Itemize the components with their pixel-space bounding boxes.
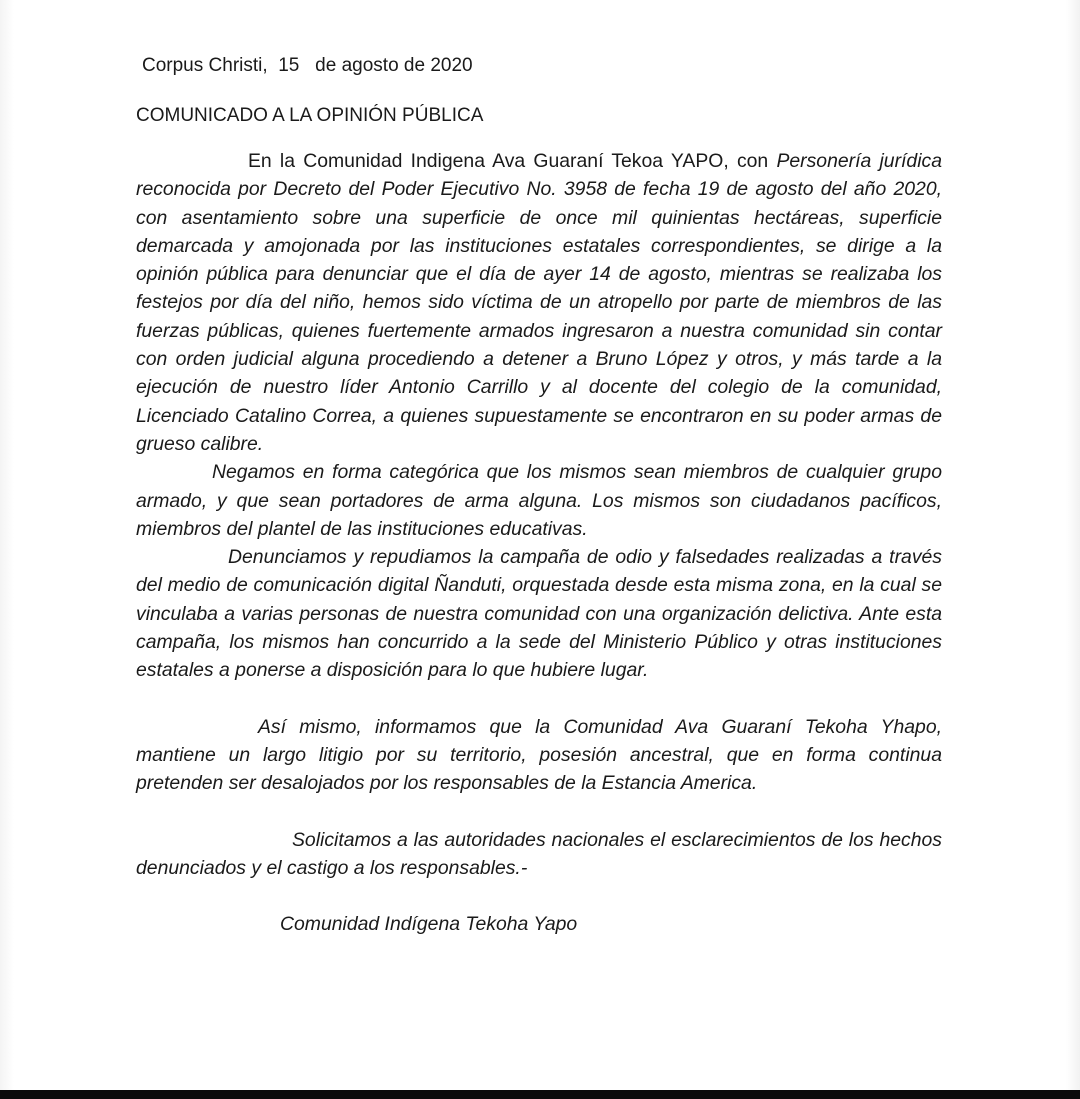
paragraph-5: Solicitamos a las autoridades nacionales el esclarecimientos de los hechos denunciados y el castigo a los responsables.- [136,828,942,879]
paragraph-1-italic-text: Personería jurídica reconocida por Decreto del Poder Ejecutivo No. 3958 de fecha 19 de agosto del año 2020, con asentamiento sobre una superficie de once mil quinientas hectáreas, superficie demarcada y amojonada por las instituciones estatales correspondientes, se dirige a la opinión pública para denunciar que el día de ayer 14 de agosto, mientras se realizaba los festejos por día del niño, hemos sido víctima de un atropello por parte de miembros de las fuerzas públicas, quienes fuertemente armados ingresaron a nuestra comunidad sin contar con orden judicial alguna procediendo a detener a Bruno López y otros, y más tarde a la ejecución de nuestro líder Antonio Carrillo y al docente del colegio de la comunidad, Licenciado Catalino Correa, a quienes supuestamente se encontraron en su poder armas de grueso calibre. [136,150,943,455]
bottom-edge-bar [0,1090,1080,1099]
paragraph-4: Así mismo, informamos que la Comunidad Ava Guaraní Tekoha Yhapo, mantiene un largo litigio por su territorio, posesión ancestral, que en forma continua pretenden ser desalojados por los responsables de la Estancia America. [136,715,942,795]
dateline: Corpus Christi, 15 de agosto de 2020 [142,55,473,76]
paragraph-1 [136,147,942,458]
letter-heading: COMUNICADO A LA OPINIÓN PÚBLICA [136,105,484,126]
signature: Comunidad Indígena Tekoha Yapo [280,913,578,936]
letter-body [136,52,942,938]
paragraph-3: Denunciamos y repudiamos la campaña de odio y falsedades realizadas a través del medio de comunicación digital Ñanduti, orquestada desde esta misma zona, en la cual se vinculaba a varias personas de nuestra comunidad con una organización delictiva. Ante esta campaña, los mismos han concurrido a la sede del Ministerio Público y otras instituciones estatales a ponerse a disposición para lo que hubiere lugar. [136,546,942,682]
paragraph-1-upright-text: En la Comunidad Indigena Ava Guaraní Tekoa YAPO, con [248,150,777,172]
paragraph-2: Negamos en forma categórica que los mismos sean miembros de cualquier grupo armado, y que sean portadores de arma alguna. Los mismos son ciudadanos pacíficos, miembros del plantel de las instituciones educativas. [136,461,942,540]
